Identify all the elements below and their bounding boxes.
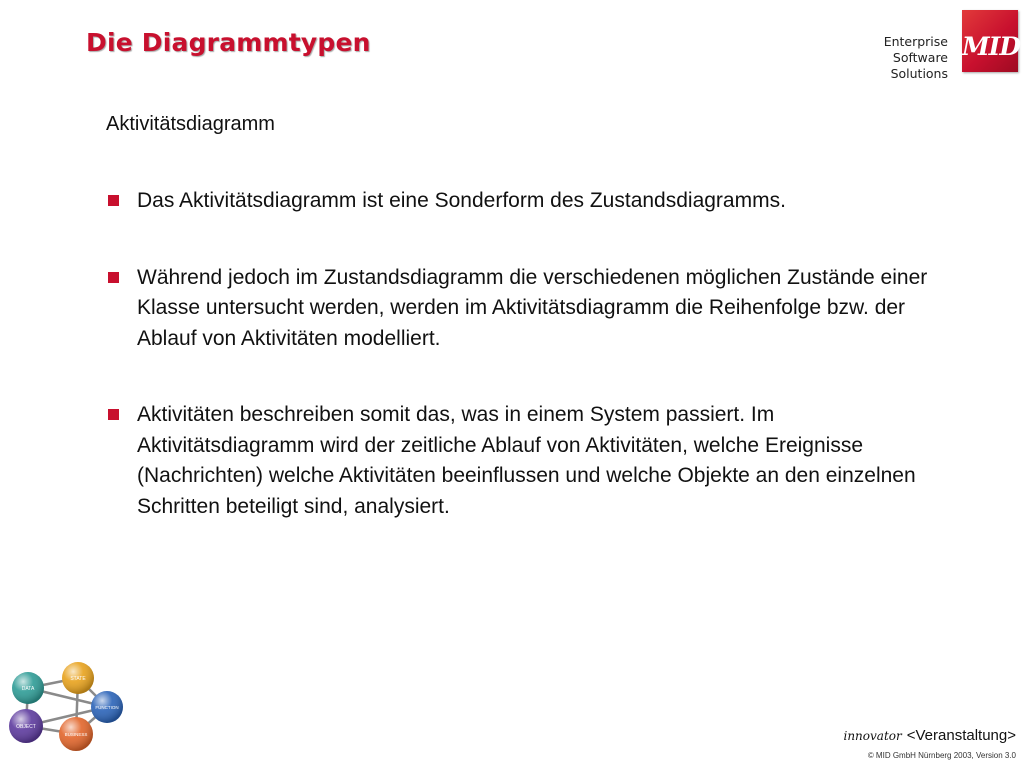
logo-tagline-line1: Enterprise — [883, 34, 948, 49]
bullet-square-icon — [108, 272, 119, 283]
logo-mark: MID — [962, 32, 1021, 61]
node-state-label: STATE — [70, 676, 86, 682]
node-business-label: BUSINESS — [64, 732, 88, 737]
bullet-text: Während jedoch im Zustandsdiagramm die verschiedenen möglichen Zustände einer Klasse untersucht werden, werden im Aktivitätsdiagramm die Reihenfolge bzw. der Ablauf von Aktivitäten modelliert. — [137, 265, 928, 350]
node-function-label: FUNCTION — [95, 705, 119, 710]
bullet-text: Das Aktivitätsdiagramm ist eine Sonderform des Zustandsdiagramms. — [137, 189, 786, 212]
node-function — [91, 691, 123, 723]
logo-tagline — [856, 34, 948, 82]
bullet-item — [106, 263, 936, 355]
node-data — [12, 672, 44, 704]
bullet-square-icon — [108, 409, 119, 420]
bullet-item — [106, 186, 936, 217]
node-data-label: DATA — [21, 686, 35, 692]
bullet-square-icon — [108, 195, 119, 206]
slide-subtitle: Aktivitätsdiagramm — [106, 113, 275, 135]
footer-copyright: © MID GmbH Nürnberg 2003, Version 3.0 — [867, 751, 1016, 760]
logo-tagline-line2: Software Solutions — [890, 50, 948, 81]
bullet-list — [106, 186, 936, 568]
innovator-molecule-logo — [4, 658, 134, 766]
bullet-item — [106, 400, 936, 522]
node-state — [62, 662, 94, 694]
bullet-text: Aktivitäten beschreiben somit das, was in einem System passiert. Im Aktivitätsdiagramm wird der zeitliche Ablauf von Aktivitäten, welche Ereignisse (Nachrichten) welche Aktivitäten beeinflussen und welche Objekte an den einzelnen Schritten beteiligt sind, analysiert. — [137, 403, 916, 518]
footer-event-label: <Veranstaltung> — [906, 727, 1016, 744]
mid-logo — [856, 10, 1021, 81]
node-object — [9, 709, 43, 743]
footer-event — [843, 727, 1016, 744]
logo-badge — [962, 10, 1021, 72]
footer-brand: innovator — [843, 729, 902, 743]
node-business — [59, 717, 93, 751]
slide-title: Die Diagrammtypen — [86, 28, 371, 57]
node-object-label: OBJECT — [16, 724, 36, 730]
